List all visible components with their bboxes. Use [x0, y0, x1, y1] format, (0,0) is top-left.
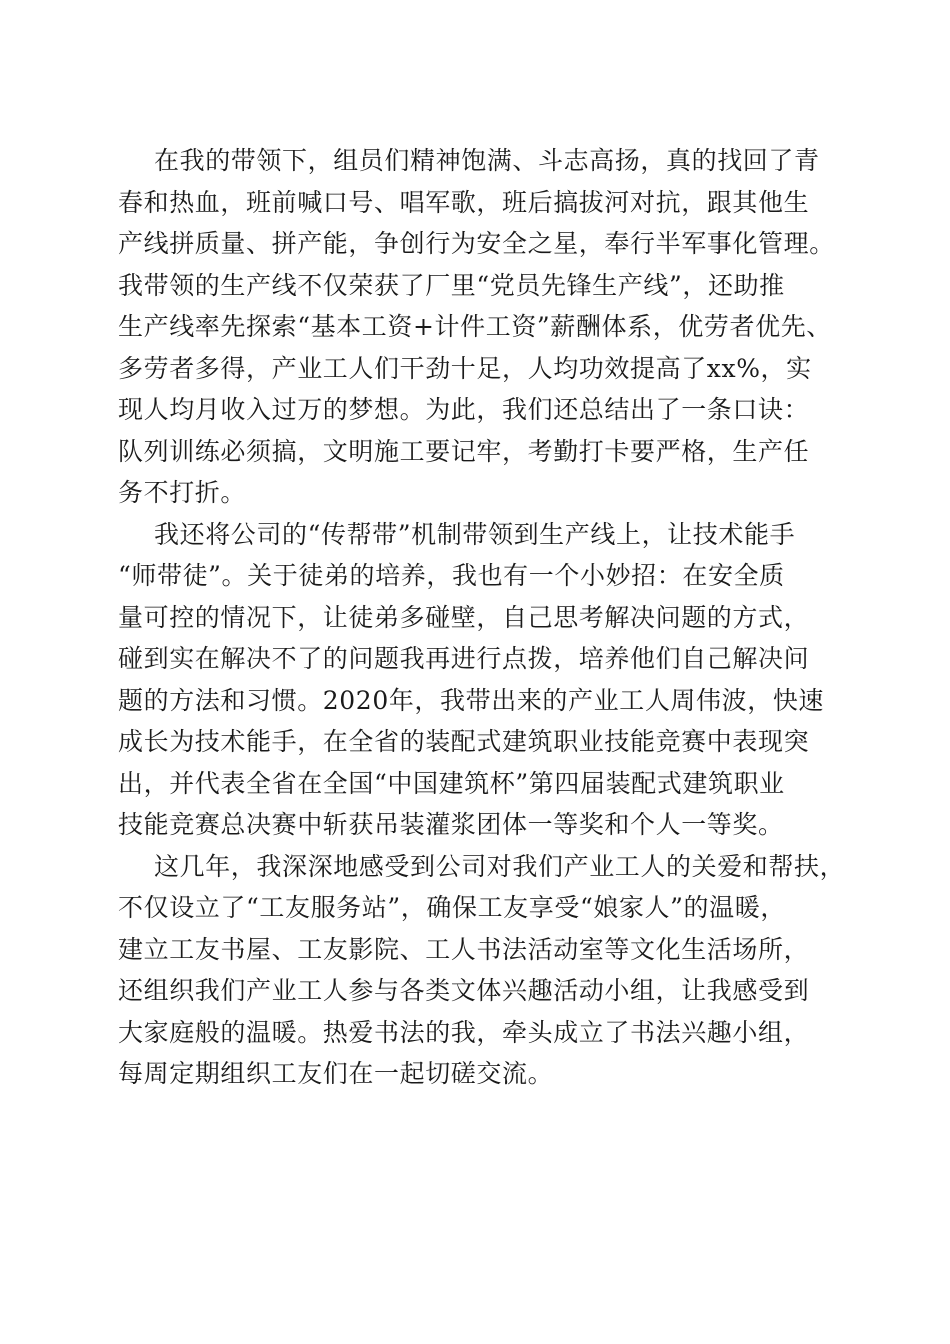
text-line: 技能竞赛总决赛中斩获吊装灌浆团体一等奖和个人一等奖。	[118, 810, 784, 839]
text-line: 题的方法和习惯。2020年，我带出来的产业工人周伟波，快速	[118, 685, 825, 715]
paragraph-2	[118, 514, 858, 846]
paragraph-1	[118, 140, 858, 514]
text-line: 产线拼质量、拼产能，争创行为安全之星，奉行半军事化管理。	[118, 229, 835, 258]
text-line: 这几年，我深深地感受到公司对我们产业工人的关爱和帮扶，	[154, 851, 846, 881]
document-body	[118, 140, 858, 1095]
text-line: 量可控的情况下，让徒弟多碰壁，自己思考解决问题的方式，	[118, 602, 810, 632]
text-line: 碰到实在解决不了的问题我再进行点拨，培养他们自己解决问	[118, 644, 810, 673]
text-line: 生产线率先探索“基本工资+计件工资”薪酬体系，优劳者优先、	[118, 312, 832, 341]
text-line: 不仅设立了“工友服务站”，确保工友享受“娘家人”的温暖，	[118, 893, 786, 922]
text-line: 在我的带领下，组员们精神饱满、斗志高扬，真的找回了青	[154, 146, 820, 175]
text-line: 务不打折。	[118, 478, 247, 507]
text-line: 还组织我们产业工人参与各类文体兴趣活动小组，让我感受到	[118, 976, 810, 1005]
text-line: 建立工友书屋、工友影院、工人书法活动室等文化生活场所，	[118, 934, 810, 964]
text-line: 我带领的生产线不仅荣获了厂里“党员先锋生产线”，还助推	[118, 270, 785, 300]
paragraph-3	[118, 846, 858, 1095]
text-line: 春和热血，班前喊口号、唱军歌，班后搞拔河对抗，跟其他生	[118, 187, 810, 217]
text-line: 我还将公司的“传帮带”机制带领到生产线上，让技术能手	[154, 519, 796, 549]
text-line: 成长为技术能手，在全省的装配式建筑职业技能竞赛中表现突	[118, 727, 810, 756]
text-line: 出，并代表全省在全国“中国建筑杯”第四届装配式建筑职业	[118, 768, 785, 798]
text-line: 现人均月收入过万的梦想。为此，我们还总结出了一条口诀：	[118, 395, 810, 424]
text-line: “师带徒”。关于徒弟的培养，我也有一个小妙招：在安全质	[118, 561, 785, 590]
text-line: 大家庭般的温暖。热爱书法的我，牵头成立了书法兴趣小组，	[118, 1017, 810, 1047]
text-line: 队列训练必须搞，文明施工要记牢，考勤打卡要严格，生产任	[118, 436, 810, 466]
text-line: 多劳者多得，产业工人们干劲十足，人均功效提高了xx%，实	[118, 353, 812, 383]
text-line: 每周定期组织工友们在一起切磋交流。	[118, 1059, 554, 1088]
